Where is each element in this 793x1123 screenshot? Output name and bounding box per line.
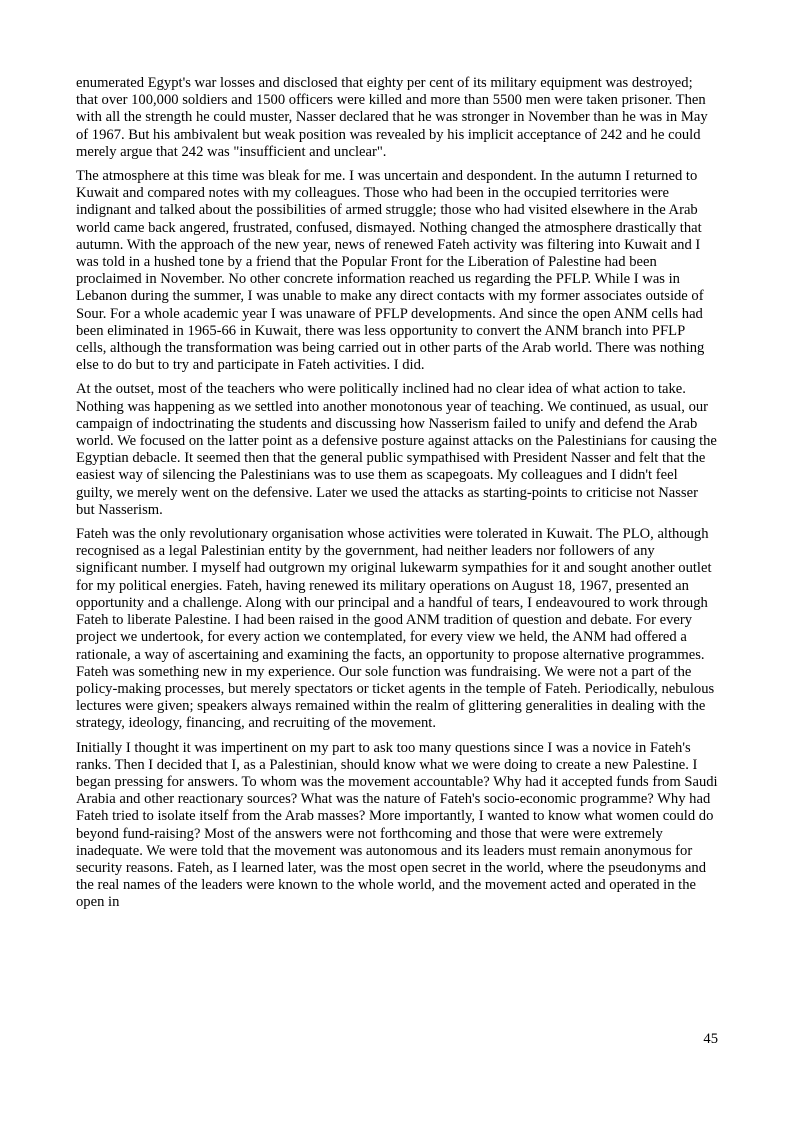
paragraph-5: Initially I thought it was impertinent on my part to ask too many questions since I was a novice in Fateh's ranks. Then I decided that I, as a Palestinian, should know what we were doing to create a new Palestine. I began pressing for answers. To whom was the movement accountable? Why had it accepted funds from Saudi Arabia and other reactionary sources? What was the nature of Fateh's socio-economic programme? Why had Fateh tried to isolate itself from the Arab masses? More importantly, I wanted to know what women could do beyond fund-raising? Most of the answers were not forthcoming and those that were were extremely inadequate. We were told that the movement was autonomous and its leaders must remain anonymous for security reasons. Fateh, as I learned later, was the most open secret in the world, where the pseudonyms and the real names of the leaders were known to the whole world, and the movement acted and operated in the open in [76,739,718,911]
paragraph-2: The atmosphere at this time was bleak for me. I was uncertain and despondent. In the autumn I returned to Kuwait and compared notes with my colleagues. Those who had been in the occupied territories were indignant and talked about the possibilities of armed struggle; those who had visited elsewhere in the Arab world came back angered, frustrated, confused, dismayed. Nothing changed the atmosphere drastically that autumn. With the approach of the new year, news of renewed Fateh activity was filtering into Kuwait and I was told in a hushed tone by a friend that the Popular Front for the Liberation of Palestine had been proclaimed in November. No other concrete information reached us regarding the PFLP. While I was in Lebanon during the summer, I was unable to make any direct contacts with my former associates outside of Sour. For a whole academic year I was unaware of PFLP developments. And since the open ANM cells had been eliminated in 1965-66 in Kuwait, there was less opportunity to convert the ANM branch into PFLP cells, although the transformation was being carried out in other parts of the Arab world. There was nothing else to do but to try and participate in Fateh activities. I did. [76,168,705,374]
paragraph-1: enumerated Egypt's war losses and disclosed that eighty per cent of its military equipment was destroyed; that over 100,000 soldiers and 1500 officers were killed and more than 5500 men were taken prisoner. Then with all the strength he could muster, Nasser declared that he was stronger in November than he was in May of 1967. But his ambivalent but weak position was revealed by his implicit acceptance of 242 and he could merely argue that 242 was "insufficient and unclear". [76,75,708,160]
paragraph-3: At the outset, most of the teachers who were politically inclined had no clear idea of what action to take. Nothing was happening as we settled into another monotonous year of teaching. We continued, as usual, our campaign of indoctrinating the students and discussing how Nasserism failed to unify and defend the Arab world. We focused on the latter point as a defensive posture against attacks on the Palestinians for causing the Egyptian debacle. It seemed then that the general public sympathised with President Nasser and felt that the easiest way of silencing the Palestinians was to use them as scapegoats. My colleagues and I didn't feel guilty, we merely went on the defensive. Later we used the attacks as starting-points to criticise not Nasser but Nasserism. [76,381,717,518]
body-text [76,75,718,919]
paragraph-4: Fateh was the only revolutionary organisation whose activities were tolerated in Kuwait. The PLO, although recognised as a legal Palestinian entity by the government, had neither leaders nor followers of any significant number. I myself had outgrown my original lukewarm sympathies for it and sought another outlet for my political energies. Fateh, having renewed its military operations on August 18, 1967, presented an opportunity and a challenge. Along with our principal and a handful of tears, I endeavoured to work through Fateh to liberate Palestine. I had been raised in the good ANM tradition of question and debate. For every project we undertook, for every action we contemplated, for every view we held, the ANM had offered a rationale, a way of ascertaining and examining the facts, an opportunity to propose alternative programmes. Fateh was something new in my experience. Our sole function was fundraising. We were not a part of the policy-making processes, but merely spectators or ticket agents in the temple of Fateh. Periodically, nebulous lectures were given; speakers always remained within the realm of glittering generalities in dealing with the strategy, ideology, financing, and recruiting of the movement. [76,526,715,732]
page-number: 45 [703,1031,718,1047]
